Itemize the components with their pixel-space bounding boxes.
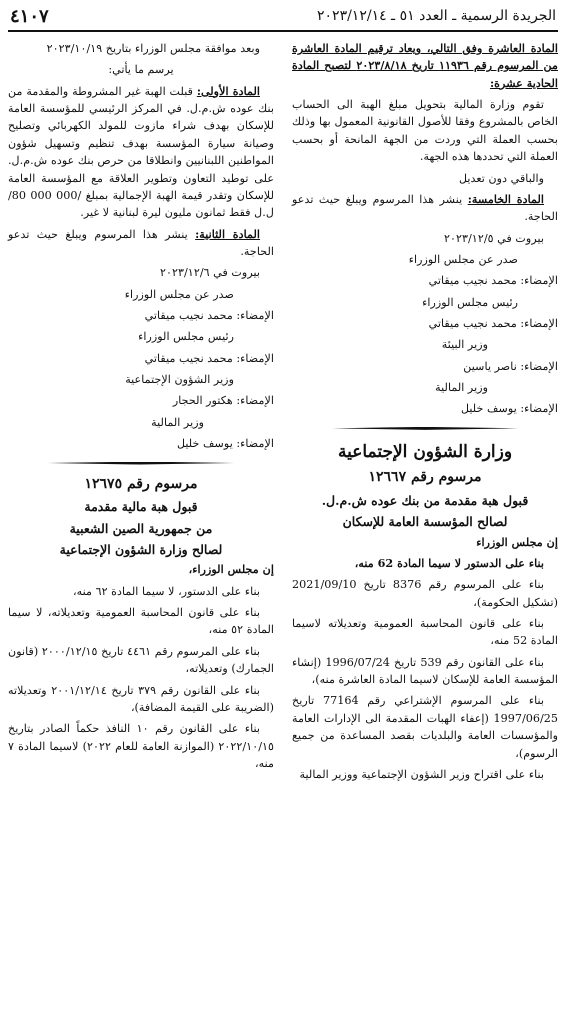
decree-subject: من جمهورية الصين الشعبية [69, 520, 213, 536]
section-divider [332, 424, 518, 433]
section-divider [48, 459, 234, 468]
recital: بناء على القانون رقم ٣٧٩ تاريخ ٢٠٠١/١٢/١٤ وتعديلاته (الضريبة على القيمة المضافة)، [8, 683, 274, 714]
signatory-title: وزير الشؤون الإجتماعية [125, 373, 234, 387]
signatory-title: وزير المالية [151, 415, 204, 429]
place-date: بيروت في ٢٠٢٣/١٢/٥ [444, 231, 544, 245]
recital: بناء على المرسوم رقم 8376 تاريخ 2021/09/10 (تشكيل الحكومة)، [292, 578, 558, 609]
decree-number: مرسوم رقم ١٢٦٦٧ [368, 469, 482, 486]
decree-subject: لصالح المؤسسة العامة للإسكان [342, 514, 508, 530]
decree-subject: قبول هبة مالية مقدمة [84, 499, 198, 515]
signature: الإمضاء: محمد نجيب ميقاتي [144, 309, 274, 323]
signatory-title: وزير البيئة [441, 338, 488, 352]
signatory-title: رئيس مجلس الوزراء [138, 330, 234, 344]
decree-subject: قبول هبة مقدمة من بنك عوده ش.م.ل. [321, 492, 529, 508]
cabinet-heading: إن مجلس الوزراء، [188, 562, 274, 577]
gazette-header [8, 6, 558, 32]
article-label: المادة الخامسة: [467, 191, 544, 206]
article-one [8, 83, 274, 222]
article-ten-intro: المادة العاشرة وفق التالي، ويعاد ترقيم المادة العاشرة من المرسوم رقم ١١٩٣٦ تاريخ ٢٠٢٣/٨/١٨ لتصبح المادة الحادية عشرة: [292, 41, 558, 90]
signature: الإمضاء: هكتور الحجار [172, 394, 274, 408]
paragraph: تقوم وزارة المالية بتحويل مبلغ الهبة الى الحساب الخاص بالمشروع وفقا للأصول القانونية المعمول بها وذلك بحسب العملة التي وردت من الجهة المانحة أو بحسب العملة التي تحددها هذه الجهة. [292, 98, 558, 164]
decrees-line: يرسم ما يأتي: [108, 63, 174, 77]
gazette-title: الجريدة الرسمية ـ العدد ٥١ ـ ٢٠٢٣/١٢/١٤ [317, 8, 556, 24]
article-five [292, 191, 558, 226]
signature: الإمضاء: محمد نجيب ميقاتي [428, 274, 558, 288]
recital: بناء على المرسوم رقم ٤٤٦١ تاريخ ٢٠٠٠/١٢/١٥ (قانون الجمارك) وتعديلاته، [8, 644, 274, 676]
approval-line: وبعد موافقة مجلس الوزراء بتاريخ ٢٠٢٣/١٠/١٩ [46, 42, 260, 55]
article-label: المادة الأولى: [196, 83, 260, 98]
right-column [292, 40, 558, 787]
recital: بناء على القانون رقم 539 تاريخ 1996/07/24 (إنشاء المؤسسة العامة للإسكان لاسيما المادة العاشرة منه)، [292, 655, 558, 687]
signature: الإمضاء: محمد نجيب ميقاتي [144, 351, 274, 365]
recital: بناء على قانون المحاسبة العمومية وتعديلاته، لا سيما المادة ٥٢ منه، [8, 606, 274, 637]
issued-by: صدر عن مجلس الوزراء [408, 252, 518, 266]
page-number: ٤١٠٧ [10, 6, 49, 27]
article-text: ينشر هذا المرسوم ويبلغ حيث تدعو الحاجة. [8, 227, 274, 258]
article-label: المادة الثانية: [195, 226, 261, 241]
signatory-title: رئيس مجلس الوزراء [422, 295, 518, 309]
article-two [8, 226, 274, 261]
issued-by: صدر عن مجلس الوزراء [124, 287, 234, 301]
signature: الإمضاء: ناصر ياسين [463, 359, 558, 373]
decree-number: مرسوم رقم ١٢٦٧٥ [84, 475, 198, 492]
recital: بناء على اقتراح وزير الشؤون الإجتماعية ووزير المالية [299, 767, 544, 781]
recital: بناء على الدستور لا سيما المادة 62 منه، [354, 555, 544, 570]
left-column [8, 40, 274, 776]
recital: بناء على الدستور، لا سيما المادة ٦٢ منه، [73, 584, 260, 598]
signature: الإمضاء: يوسف خليل [460, 402, 558, 416]
paragraph: والباقي دون تعديل [458, 171, 544, 185]
article-text: ينشر هذا المرسوم ويبلغ حيث تدعو الحاجة. [292, 192, 558, 224]
recital: بناء على قانون المحاسبة العمومية وتعديلاته لاسيما المادة 52 منه، [292, 617, 558, 648]
place-date: بيروت في ٢٠٢٣/١٢/٦ [160, 266, 260, 280]
recital: بناء على القانون رقم ١٠ النافذ حكماً الصادر بتاريخ ٢٠٢٢/١٠/١٥ (الموازنة العامة للعام ٢٠٢٢) لاسيما المادة ٧ منه، [8, 722, 274, 770]
decree-subject: لصالح وزارة الشؤون الإجتماعية [59, 541, 223, 557]
signature: الإمضاء: محمد نجيب ميقاتي [428, 317, 558, 331]
cabinet-heading: إن مجلس الوزراء [476, 534, 558, 549]
recital: بناء على المرسوم الإشتراعي رقم 77164 تاريخ 1997/06/25 (إعفاء الهبات المقدمة الى الإدارات العامة والمؤسسات العامة والبلديات بقصد المساعدة من جميع الرسوم)، [292, 694, 558, 760]
ministry-heading: وزارة الشؤون الإجتماعية [337, 441, 513, 462]
signatory-title: وزير المالية [435, 381, 488, 395]
article-text: قبلت الهبة غير المشروطة والمقدمة من بنك عوده ش.م.ل. في المركز الرئيسي للمؤسسة العامة للإسكان بهدف شراء مازوت للمولد الكهربائي وتصليح وصيانة سيارة المؤسسة بهدف تنظيم وتسهيل شؤون المواطنين اللبنانيين وانطلاقا من حرص بنك عوده ش.م.ل. على توطيد التعاون وتطوير العلاقة مع المؤسسة العامة للإسكان وتقدر قيمة الهبة الإجمالية بمبلغ /000 000 80/ل.ل فقط ثمانون مليون ليرة لبنانية لا غير. [8, 84, 274, 220]
signature: الإمضاء: يوسف خليل [176, 437, 274, 451]
